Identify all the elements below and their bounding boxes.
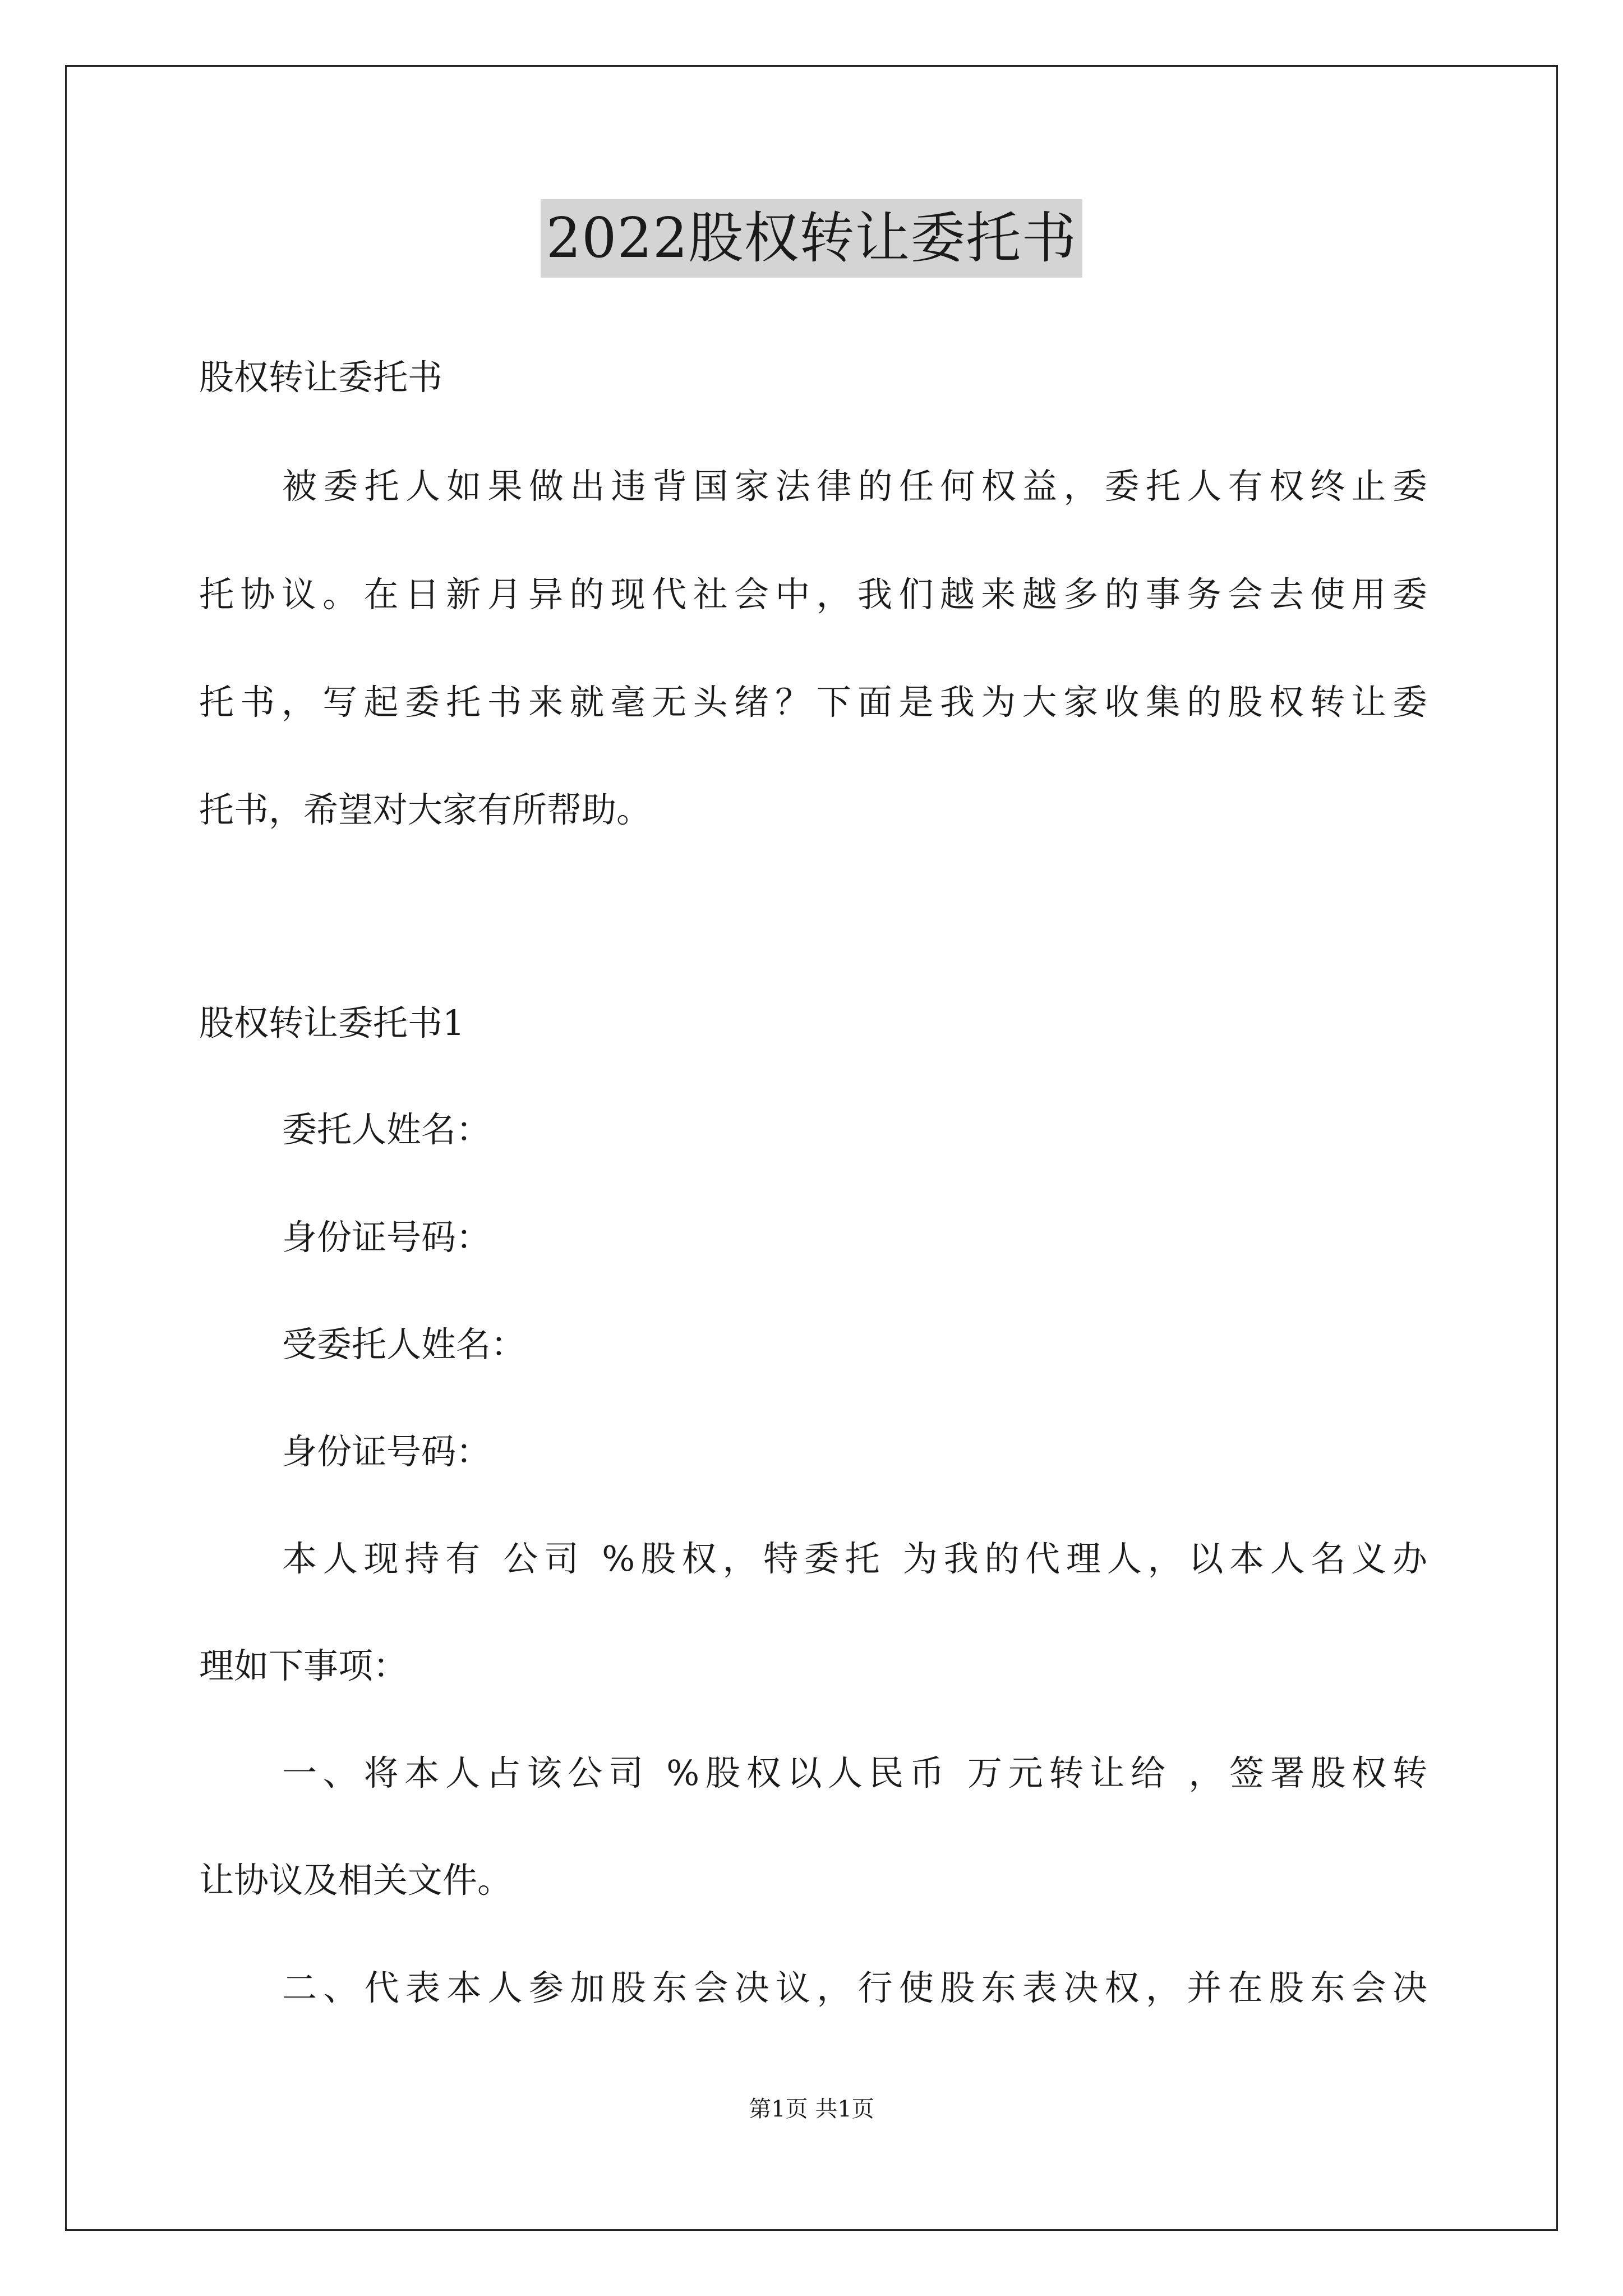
- body-line: 本人现持有 公司 %股权，特委托 为我的代理人，以本人名义办: [282, 1538, 1427, 1579]
- agent-id-field: 身份证号码：: [282, 1431, 491, 1472]
- document-subtitle: 股权转让委托书: [199, 357, 443, 398]
- intro-line: 托书，希望对大家有所帮助。: [199, 789, 652, 830]
- agent-name-field: 受委托人姓名：: [282, 1324, 526, 1365]
- title-container: [0, 199, 1623, 278]
- principal-id-field: 身份证号码：: [282, 1217, 491, 1258]
- intro-line: 托协议。在日新月异的现代社会中，我们越来越多的事务会去使用委: [199, 574, 1427, 615]
- principal-name-field: 委托人姓名：: [282, 1109, 491, 1150]
- document-title: 2022股权转让委托书: [541, 199, 1082, 278]
- section-heading: 股权转让委托书1: [199, 1002, 465, 1043]
- intro-line: 被委托人如果做出违背国家法律的任何权益，委托人有权终止委: [282, 466, 1427, 507]
- body-line: 理如下事项：: [199, 1645, 408, 1686]
- body-line: 一、将本人占该公司 %股权以人民币 万元转让给 ，签署股权转: [282, 1752, 1427, 1793]
- body-line: 让协议及相关文件。: [199, 1860, 513, 1901]
- intro-line: 托书，写起委托书来就毫无头绪？下面是我为大家收集的股权转让委: [199, 682, 1427, 723]
- page-footer: 第1页 共1页: [749, 2096, 874, 2122]
- body-line: 二、代表本人参加股东会决议，行使股东表决权，并在股东会决: [282, 1967, 1427, 2008]
